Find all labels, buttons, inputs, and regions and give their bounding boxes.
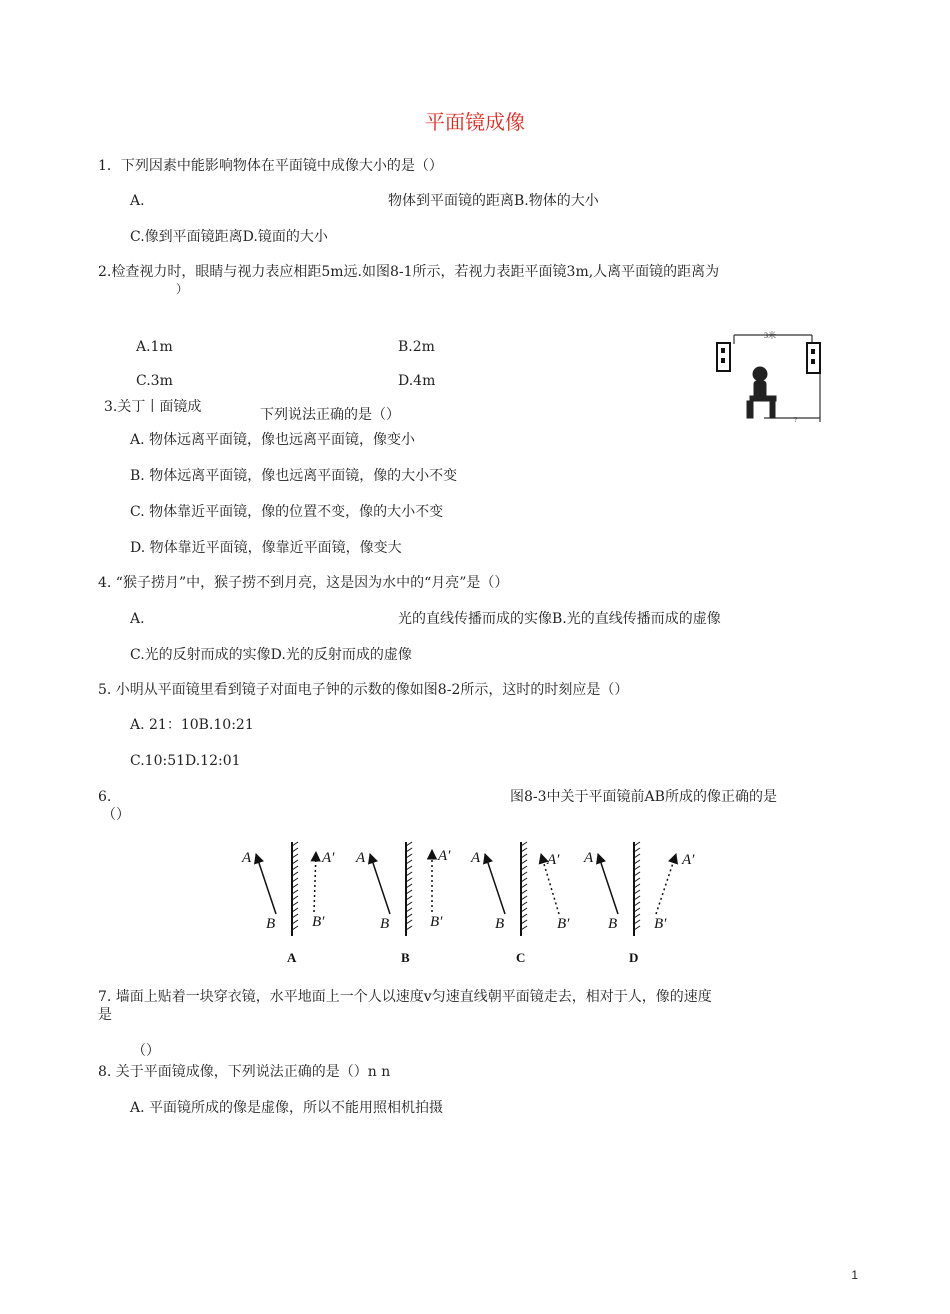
q3-stem-left: 3.关丁丨面镜成 xyxy=(104,399,202,415)
panel-c-image-a-label: A′ xyxy=(547,852,560,868)
q4-option-c-d: C.光的反射而成的实像D.光的反射而成的虚像 xyxy=(130,647,412,663)
panel-c-object-a-label: A xyxy=(471,850,481,866)
panel-d-object-a-label: A xyxy=(584,850,594,866)
q8-option-a: A. 平面镜所成的像是虚像，所以不能用照相机拍摄 xyxy=(130,1100,444,1116)
panel-a-object-b-label: B xyxy=(266,916,276,932)
page-number: 1 xyxy=(851,1268,858,1282)
q1-option-a-b: 物体到平面镜的距离B.物体的大小 xyxy=(388,193,599,209)
panel-b-caption: B xyxy=(401,950,410,965)
page-title: 平面镜成像 xyxy=(425,110,525,134)
panel-b-object-a-label: A xyxy=(356,850,366,866)
panel-a-image-arrow xyxy=(314,852,316,912)
panel-d-image-a-label: A′ xyxy=(682,852,695,868)
q7-line2: 是 xyxy=(98,1007,112,1023)
panel-a-object-a-label: A xyxy=(242,850,252,866)
q2-paren: ） xyxy=(176,282,189,296)
panel-b-object-b-label: B xyxy=(380,916,390,932)
panel-c-object-arrow xyxy=(485,854,505,914)
q3-option-c: C. 物体靠近平面镜，像的位置不变，像的大小不变 xyxy=(130,504,444,520)
panel-d-image-b-label: B′ xyxy=(654,916,667,932)
q4-stem: 4. “猴子捞月”中，猴子捞不到月亮，这是因为水中的“月亮”是（） xyxy=(98,575,509,591)
eye-chart-icon xyxy=(717,343,730,371)
q2-option-c: C.3m xyxy=(136,373,173,389)
seated-person-icon xyxy=(747,367,776,418)
q5-option-a-b: A. 21：10B.10:21 xyxy=(130,717,254,733)
panel-c-object-b-label: B xyxy=(495,916,505,932)
mirror-icon xyxy=(807,343,820,373)
q2-option-a: A.1m xyxy=(136,339,173,355)
panel-c-caption: C xyxy=(516,950,526,965)
q7-line1: 7. 墙面上贴着一块穿衣镜，水平地面上一个人以速度v匀速直线朝平面镜走去，相对于人，像的速度 xyxy=(98,989,712,1005)
panel-d-image-arrow xyxy=(656,854,676,914)
q2-option-b: B.2m xyxy=(398,339,435,355)
q5-option-c-d: C.10:51D.12:01 xyxy=(130,753,241,769)
q1-option-c-d: C.像到平面镜距离D.镜面的大小 xyxy=(130,229,328,245)
q8-stem: 8. 关于平面镜成像，下列说法正确的是（）n n xyxy=(98,1064,391,1080)
q2-option-d: D.4m xyxy=(398,373,436,389)
q2-stem: 2.检查视力时，眼睛与视力表应相距5m远.如图8-1所示，若视力表距平面镜3m,人离平面镜的距离为 xyxy=(98,264,720,280)
q1-option-a-label: A. xyxy=(130,193,145,209)
q6-paren: （） xyxy=(102,807,130,823)
panel-a-image-b-label: B′ xyxy=(312,914,325,930)
panel-d-object-arrow xyxy=(598,854,618,914)
panel-c-image-b-label: B′ xyxy=(557,916,570,932)
panel-a-object-arrow xyxy=(256,854,276,914)
panel-b-object-arrow xyxy=(370,854,390,914)
panel-b-image-b-label: B′ xyxy=(430,914,443,930)
q4-option-a-b: 光的直线传播而成的实像B.光的直线传播而成的虚像 xyxy=(398,611,721,627)
q5-stem: 5. 小明从平面镜里看到镜子对面电子钟的示数的像如图8-2所示，这时的时刻应是（） xyxy=(98,682,629,698)
q3-option-a: A. 物体远离平面镜，像也远离平面镜，像变小 xyxy=(130,432,416,448)
q6-stem: 图8-3中关于平面镜前AB所成的像正确的是 xyxy=(510,789,777,805)
figure-8-3-mirror-images xyxy=(240,834,695,968)
q4-option-a-label: A. xyxy=(130,611,145,627)
q3-option-d: D. 物体靠近平面镜，像靠近平面镜，像变大 xyxy=(130,540,402,556)
panel-b-image-a-label: A′ xyxy=(438,848,451,864)
panel-d-caption: D xyxy=(629,950,639,965)
q1-stem: 1．下列因素中能影响物体在平面镜中成像大小的是（） xyxy=(98,158,443,174)
panel-d-object-b-label: B xyxy=(608,916,618,932)
panel-a-image-a-label: A′ xyxy=(322,850,335,866)
q6-number: 6. xyxy=(98,789,112,805)
q7-paren: （） xyxy=(132,1043,160,1059)
q3-stem-right: 下列说法正确的是（） xyxy=(260,407,400,423)
figure-distance-label-bottom: ? xyxy=(794,416,798,424)
figure-distance-label-top: 3米 xyxy=(764,331,776,340)
q3-option-b: B. 物体远离平面镜，像也远离平面镜，像的大小不变 xyxy=(130,468,458,484)
panel-a-caption: A xyxy=(287,950,297,965)
figure-8-1-eye-test xyxy=(710,326,838,428)
